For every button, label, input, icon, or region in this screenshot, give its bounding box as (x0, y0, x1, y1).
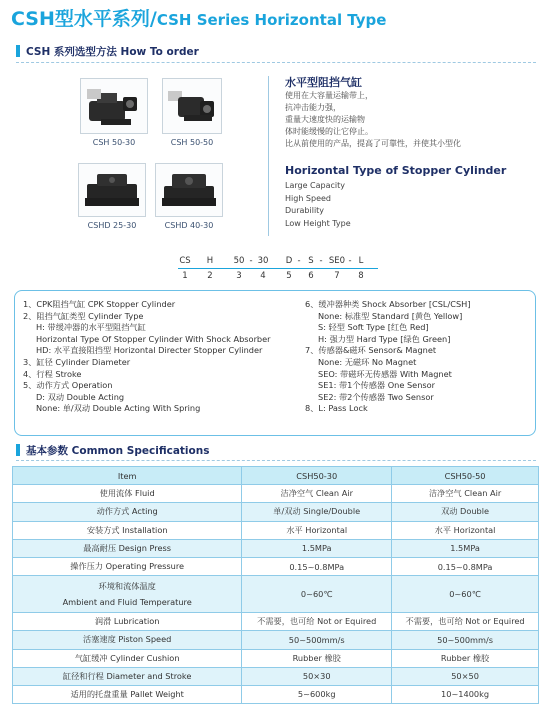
product-cshd-40-30 (155, 163, 223, 230)
section-divider (16, 460, 536, 461)
model-code-underline (178, 268, 378, 269)
order-heading-text: CSH 系列选型方法 How To order (26, 45, 199, 58)
row-value-a: 50~500mm/s (242, 631, 392, 649)
table-row (13, 557, 539, 575)
legend-line: 2、阻挡气缸类型 Cylinder Type (23, 310, 144, 321)
table-row (13, 649, 539, 667)
product-cshd-25-30 (78, 163, 146, 230)
row-value-a: 0.15~0.8MPa (242, 557, 392, 575)
en-line: Low Height Type (285, 218, 351, 228)
description-divider (268, 76, 269, 236)
cn-line: 体时能缓慢的让它停止。 (285, 127, 373, 136)
code-number: 2 (207, 271, 213, 281)
row-value-b: Rubber 橡胶 (392, 649, 539, 667)
header-model-a: CSH50-30 (242, 467, 392, 485)
row-item: 操作压力 Operating Pressure (13, 557, 242, 575)
section-marker (16, 444, 20, 456)
row-value-b: 水平 Horizontal (392, 521, 539, 539)
row-value-a: 0~60℃ (242, 576, 392, 613)
legend-line: None: 标准型 Standard [黄色 Yellow] (318, 310, 463, 321)
product-csh-50-30 (80, 78, 148, 147)
legend-line: Horizontal Type Of Stopper Cylinder With Shock Absorber (36, 333, 271, 344)
row-value-a: 50×30 (242, 667, 392, 685)
row-value-b: 50~500mm/s (392, 631, 539, 649)
row-item-line: 环境和流体温度 (98, 581, 156, 592)
row-value-a: 不需要，也可给 Not or Equired (242, 613, 392, 631)
legend-line: SE1: 带1个传感器 One Sensor (318, 380, 436, 391)
legend-line: H: 带缓冲器的水平型阻挡气缸 (36, 322, 146, 333)
code-part: CS (179, 256, 191, 266)
model-code-parts (178, 256, 378, 268)
en-line: Durability (285, 206, 325, 215)
table-row (13, 485, 539, 503)
table-row (13, 539, 539, 557)
legend-line: 4、行程 Stroke (23, 368, 82, 379)
row-value-b: 0.15~0.8MPa (392, 557, 539, 575)
table-row (13, 631, 539, 649)
spec-legend-right (305, 299, 471, 415)
legend-line: HD: 水平直接阻挡型 Horizontal Directer Stopper Cylinder (36, 345, 263, 356)
page-title (11, 4, 386, 31)
product-image (155, 163, 223, 217)
legend-line: None: 单/双动 Double Acting With Spring (36, 403, 201, 414)
legend-line: 5、动作方式 Operation (23, 380, 113, 391)
legend-line: 1、CPK阻挡气缸 CPK Stopper Cylinder (23, 299, 176, 309)
spec-legend-box (14, 290, 536, 436)
legend-line: 6、缓冲器种类 Shock Absorber [CSL/CSH] (305, 299, 471, 309)
row-value-b: 50×50 (392, 667, 539, 685)
code-number: 7 (334, 271, 340, 281)
code-number: 8 (358, 271, 364, 281)
row-value-a: 1.5MPa (242, 539, 392, 557)
code-part: H (206, 256, 214, 266)
row-value-b: 1.5MPa (392, 539, 539, 557)
row-value-b: 0~60℃ (392, 576, 539, 613)
table-row (13, 685, 539, 703)
model-code-numbers (178, 271, 378, 283)
header-model-b: CSH50-50 (392, 467, 539, 485)
cn-description-heading: 水平型阻挡气缸 (285, 76, 362, 89)
code-part: SE0 (328, 256, 346, 266)
en-description (285, 180, 351, 230)
cn-line: 使用在大容量运输带上， (285, 91, 373, 100)
code-number: 6 (308, 271, 314, 281)
code-part: L (358, 256, 364, 266)
legend-line: H: 强力型 Hard Type [绿色 Green] (318, 333, 451, 344)
code-part: - (319, 256, 323, 266)
product-image (80, 78, 148, 134)
row-item: 活塞速度 Piston Speed (13, 631, 242, 649)
code-number: 3 (236, 271, 242, 281)
order-section-heading (16, 43, 199, 59)
common-section-heading (16, 442, 209, 458)
legend-line: S: 轻型 Soft Type [红色 Red] (318, 322, 429, 333)
row-item: 动作方式 Acting (13, 503, 242, 521)
code-part: 50 (233, 256, 245, 266)
row-item-line: Ambient and Fluid Temperature (62, 597, 192, 608)
code-part: - (348, 256, 352, 266)
row-value-b: 10~1400kg (392, 685, 539, 703)
row-item: 最高耐压 Design Press (13, 539, 242, 557)
code-part: D (285, 256, 293, 266)
product-caption: CSH 50-30 (92, 138, 136, 147)
row-item: 使用流体 Fluid (13, 485, 242, 503)
spec-legend-left (23, 299, 271, 415)
code-number: 4 (260, 271, 266, 281)
row-item: 缸径和行程 Diameter and Stroke (13, 667, 242, 685)
common-heading-text: 基本参数 Common Specifications (26, 444, 210, 457)
code-part: S (308, 256, 314, 266)
code-part: - (297, 256, 301, 266)
spec-table (12, 466, 539, 704)
legend-line: SEO: 带磁环无传感器 With Magnet (318, 368, 452, 379)
row-item: 润滑 Lubrication (13, 613, 242, 631)
legend-line: 8、L: Pass Lock (305, 403, 368, 414)
row-value-a: 5~600kg (242, 685, 392, 703)
table-row (13, 613, 539, 631)
section-marker (16, 45, 20, 57)
row-value-a: 单/双动 Single/Double (242, 503, 392, 521)
row-value-a: 洁净空气 Clean Air (242, 485, 392, 503)
code-part: 30 (257, 256, 269, 266)
code-number: 5 (286, 271, 292, 281)
legend-line: D: 双动 Double Acting (36, 391, 125, 402)
legend-line: 3、缸径 Cylinder Diameter (23, 356, 131, 367)
row-value-a: 水平 Horizontal (242, 521, 392, 539)
cn-description (285, 90, 461, 150)
row-item: 适用的托盘重量 Pallet Weight (13, 685, 242, 703)
row-value-b: 不需要，也可给 Not or Equired (392, 613, 539, 631)
cn-line: 抗冲击能力强， (285, 103, 341, 112)
row-item: 安装方式 Installation (13, 521, 242, 539)
row-value-b: 双动 Double (392, 503, 539, 521)
row-value-b: 洁净空气 Clean Air (392, 485, 539, 503)
row-item: 气缸缓冲 Cylinder Cushion (13, 649, 242, 667)
header-item: Item (13, 467, 242, 485)
product-caption: CSH 50-50 (170, 138, 214, 147)
en-line: Large Capacity (285, 181, 346, 190)
table-row (13, 576, 539, 613)
cn-line: 重量大速度快的运输物 (285, 115, 365, 124)
legend-line: None: 无磁环 No Magnet (318, 356, 417, 367)
title-sub: CSH Series Horizontal Type (156, 11, 387, 29)
product-image (162, 78, 222, 134)
table-row (13, 503, 539, 521)
table-header-row (13, 467, 539, 485)
legend-line: SE2: 带2个传感器 Two Sensor (318, 391, 434, 402)
cn-line: 比从前使用的产品，提高了可靠性，并使其小型化 (285, 139, 461, 148)
table-row (13, 521, 539, 539)
code-number: 1 (182, 271, 188, 281)
product-caption: CSHD 40-30 (164, 221, 214, 230)
row-value-a: Rubber 橡胶 (242, 649, 392, 667)
section-divider (16, 62, 536, 63)
row-item (13, 576, 242, 613)
en-line: High Speed (285, 193, 332, 203)
product-csh-50-50 (162, 78, 222, 147)
product-image (78, 163, 146, 217)
title-main: CSH型水平系列/ (11, 8, 157, 30)
product-caption: CSHD 25-30 (87, 221, 137, 230)
legend-line: 7、传感器&磁环 Sensor& Magnet (305, 345, 437, 356)
en-description-heading: Horizontal Type of Stopper Cylinder (285, 164, 507, 177)
table-row (13, 667, 539, 685)
code-part: - (249, 256, 253, 266)
